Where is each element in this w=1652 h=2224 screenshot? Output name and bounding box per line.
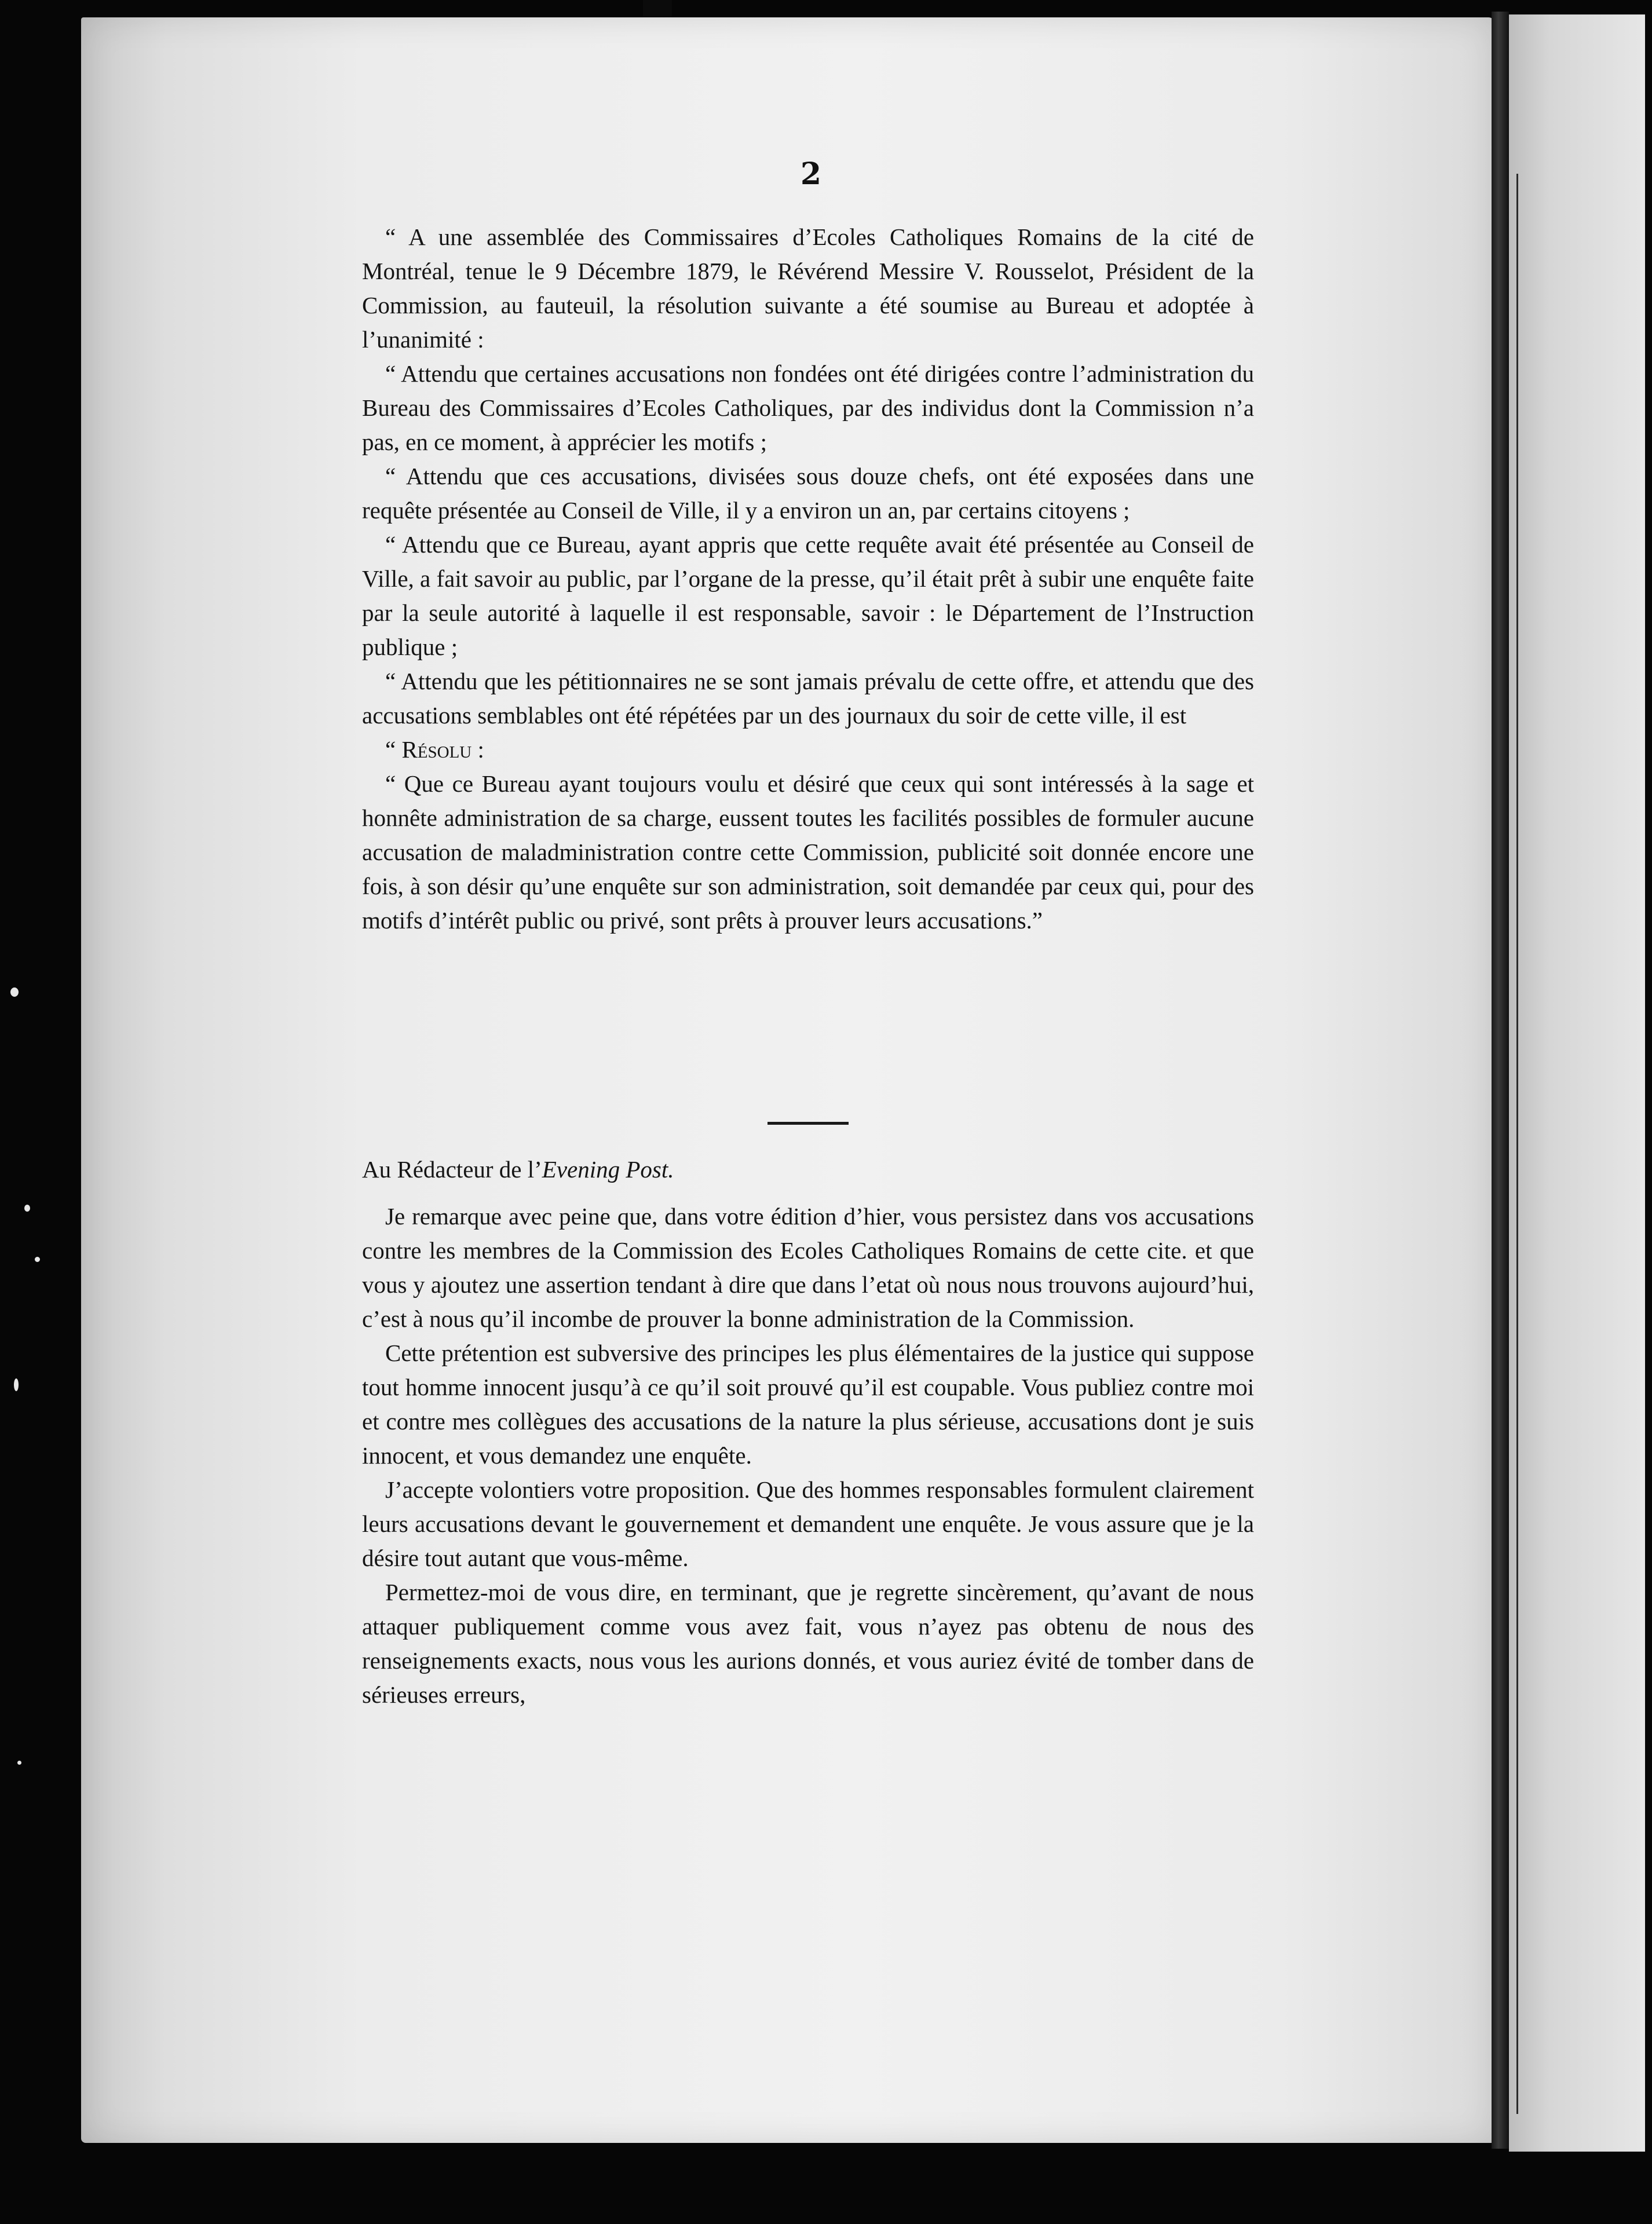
scan-speck: [17, 1761, 21, 1765]
letter-section: [362, 1153, 1254, 1712]
page-number: 2: [800, 156, 822, 192]
letter-salutation: [362, 1153, 1254, 1187]
newspaper-name: Evening Post.: [542, 1156, 674, 1183]
adjacent-page: [1509, 14, 1645, 2152]
resolution-paragraph: “ Attendu que les pétitionnaires ne se sont jamais prévalu de cette offre, et attendu que des accusations semblables ont été répétées par un des journaux du soir de cette ville, il est: [362, 668, 1254, 729]
resolution-section: [362, 220, 1254, 938]
letter-paragraph: J’accepte volontiers votre proposition. Que des hommes responsables formulent clairement leurs accusations devant le gouvernement et demandent une enquête. Je vous assure que je la désire tout autant que vous-même.: [362, 1476, 1254, 1571]
section-divider: [767, 1122, 849, 1125]
page-fold-shadow: [1492, 12, 1509, 2149]
letter-paragraph: Permettez-moi de vous dire, en terminant, que je regrette sincèrement, qu’avant de nous attaquer publiquement comme vous avez fait, vous n’ayez pas obtenu de nous des renseignements exacts, nous vous les aurions donnés, et vous auriez évité de tomber dans de sérieuses erreurs,: [362, 1579, 1254, 1708]
resolution-paragraph: “ Attendu que ces accusations, divisées sous douze chefs, ont été exposées dans une requête présentée au Conseil de Ville, il y a environ un an, par certains citoyens ;: [362, 463, 1254, 524]
letter-paragraph: Cette prétention est subversive des principes les plus élémentaires de la justice qui suppose tout homme innocent jusqu’à ce qu’il soit prouvé qu’il est coupable. Vous publiez contre moi et contre mes collègues des accusations de la nature la plus sérieuse, accusations dont je suis innocent, et vous demandez une enquête.: [362, 1340, 1254, 1469]
resolution-paragraph: “ Attendu que certaines accusations non fondées ont été dirigées contre l’administration du Bureau des Commissaires d’Ecoles Catholiques, par des individus dont la Commission n’a pas, en ce moment, à apprécier les motifs ;: [362, 360, 1254, 455]
resolu-paragraph: “ Que ce Bureau ayant toujours voulu et désiré que ceux qui sont intéressés à la sage et honnête administration de sa charge, eussent toutes les facilités possibles de formuler aucune accusation de maladministration contre cette Commission, publicité soit donnée encore une fois, à son désir qu’une enquête sur son administration, soit demandée par ceux qui, pour des motifs d’intérêt public ou privé, sont prêts à prouver leurs accusations.”: [362, 770, 1254, 934]
scan-speck: [10, 987, 19, 997]
resolution-paragraph: “ A une assemblée des Commissaires d’Ecoles Catholiques Romains de la cité de Montréal, tenue le 9 Décembre 1879, le Révérend Messire V. Rousselot, Président de la Commission, au fauteuil, la résolution suivante a été soumise au Bureau et adoptée à l’unanimité :: [362, 224, 1254, 353]
scan-speck: [24, 1205, 30, 1212]
salutation-prefix: Au Rédacteur de l’: [362, 1156, 542, 1183]
resolution-paragraph: “ Attendu que ce Bureau, ayant appris que cette requête avait été présentée au Conseil de Ville, a fait savoir au public, par l’organe de la presse, qu’il était prêt à subir une enquête faite par la seule autorité à laquelle il est responsable, savoir : le Département de l’Instruction publique ;: [362, 531, 1254, 660]
letter-paragraph: Je remarque avec peine que, dans votre édition d’hier, vous persistez dans vos accusations contre les membres de la Commission des Ecoles Catholiques Romains de cette cite. et que vous y ajoutez une assertion tendant à dire que dans l’etat où nous nous trouvons aujourd’hui, c’est à nous qu’il incombe de prouver la bonne administration de la Commission.: [362, 1203, 1254, 1332]
scan-speck: [14, 1378, 19, 1391]
resolu-label: “ Résolu :: [385, 736, 484, 763]
scan-speck: [35, 1257, 40, 1262]
adjacent-page-edge-line: [1516, 174, 1518, 2114]
